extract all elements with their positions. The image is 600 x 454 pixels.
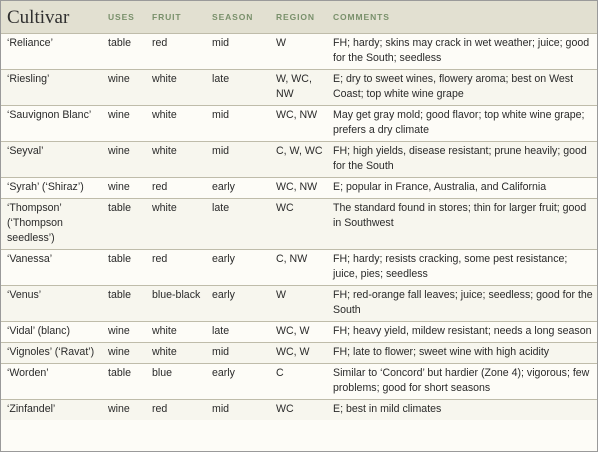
cell-uses: table xyxy=(104,250,148,286)
cell-comments: The standard found in stores; thin for larger fruit; good in Southwest xyxy=(329,199,597,250)
cell-cultivar: ‘Seyval’ xyxy=(1,142,104,178)
cell-uses: wine xyxy=(104,106,148,142)
cell-season: mid xyxy=(208,34,272,70)
cell-cultivar: ‘Vanessa’ xyxy=(1,250,104,286)
cell-uses: wine xyxy=(104,70,148,106)
cell-region: WC, NW xyxy=(272,178,329,199)
cell-season: late xyxy=(208,322,272,343)
cell-cultivar: ‘Vidal’ (blanc) xyxy=(1,322,104,343)
cell-fruit: red xyxy=(148,250,208,286)
table-body xyxy=(1,34,597,421)
cell-cultivar: ‘Worden’ xyxy=(1,364,104,400)
cell-fruit: blue xyxy=(148,364,208,400)
table-row xyxy=(1,70,597,106)
cell-uses: wine xyxy=(104,142,148,178)
cell-fruit: red xyxy=(148,34,208,70)
header-uses: USES xyxy=(108,11,135,22)
cell-fruit: blue-black xyxy=(148,286,208,322)
cell-region: WC, NW xyxy=(272,106,329,142)
cell-region: WC, W xyxy=(272,343,329,364)
cell-cultivar: ‘Thompson’ (‘Thompson seedless’) xyxy=(1,199,104,250)
cell-uses: wine xyxy=(104,400,148,421)
table-header xyxy=(1,1,597,34)
cell-cultivar: ‘Sauvignon Blanc’ xyxy=(1,106,104,142)
table-row xyxy=(1,199,597,250)
cell-cultivar: ‘Venus’ xyxy=(1,286,104,322)
cell-cultivar: ‘Riesling’ xyxy=(1,70,104,106)
cell-cultivar: ‘Reliance’ xyxy=(1,34,104,70)
table-row xyxy=(1,364,597,400)
table-row xyxy=(1,250,597,286)
cell-season: late xyxy=(208,199,272,250)
cell-comments: FH; heavy yield, mildew resistant; needs a long season xyxy=(329,322,597,343)
cell-region: WC, W xyxy=(272,322,329,343)
table-row xyxy=(1,286,597,322)
cell-season: late xyxy=(208,70,272,106)
cell-comments: FH; late to flower; sweet wine with high acidity xyxy=(329,343,597,364)
cell-season: early xyxy=(208,364,272,400)
cell-fruit: white xyxy=(148,199,208,250)
header-season: SEASON xyxy=(212,11,254,22)
cell-region: W xyxy=(272,286,329,322)
cell-fruit: red xyxy=(148,178,208,199)
cell-uses: wine xyxy=(104,343,148,364)
header-fruit: FRUIT xyxy=(152,11,182,22)
cell-comments: FH; red-orange fall leaves; juice; seedless; good for the South xyxy=(329,286,597,322)
cell-uses: wine xyxy=(104,322,148,343)
header-cultivar: Cultivar xyxy=(7,6,70,28)
cell-region: C, W, WC xyxy=(272,142,329,178)
header-region: REGION xyxy=(276,11,315,22)
cell-fruit: white xyxy=(148,343,208,364)
cell-uses: wine xyxy=(104,178,148,199)
cell-comments: FH; hardy; resists cracking, some pest resistance; juice, pies; seedless xyxy=(329,250,597,286)
table-row xyxy=(1,142,597,178)
cell-season: early xyxy=(208,178,272,199)
cell-uses: table xyxy=(104,34,148,70)
cell-fruit: white xyxy=(148,142,208,178)
cell-fruit: white xyxy=(148,70,208,106)
cell-cultivar: ‘Zinfandel’ xyxy=(1,400,104,421)
cell-region: W xyxy=(272,34,329,70)
cell-season: mid xyxy=(208,400,272,421)
cell-fruit: white xyxy=(148,322,208,343)
cell-comments: E; popular in France, Australia, and California xyxy=(329,178,597,199)
cell-comments: FH; high yields, disease resistant; prune heavily; good for the South xyxy=(329,142,597,178)
table-row xyxy=(1,343,597,364)
cell-comments: Similar to ‘Concord’ but hardier (Zone 4); vigorous; few problems; good for short seasons xyxy=(329,364,597,400)
cell-fruit: red xyxy=(148,400,208,421)
table-row xyxy=(1,178,597,199)
cell-comments: May get gray mold; good flavor; top white wine grape; prefers a dry climate xyxy=(329,106,597,142)
table-row xyxy=(1,106,597,142)
cell-cultivar: ‘Syrah’ (‘Shiraz’) xyxy=(1,178,104,199)
cell-region: C xyxy=(272,364,329,400)
table-row xyxy=(1,400,597,421)
cell-region: C, NW xyxy=(272,250,329,286)
cultivar-table xyxy=(1,1,597,420)
cell-uses: table xyxy=(104,286,148,322)
table-row xyxy=(1,322,597,343)
cell-season: early xyxy=(208,250,272,286)
cell-region: WC xyxy=(272,400,329,421)
cell-season: mid xyxy=(208,106,272,142)
cell-season: mid xyxy=(208,142,272,178)
cell-cultivar: ‘Vignoles’ (‘Ravat’) xyxy=(1,343,104,364)
cell-region: WC xyxy=(272,199,329,250)
cell-comments: E; dry to sweet wines, flowery aroma; best on West Coast; top white wine grape xyxy=(329,70,597,106)
cell-comments: E; best in mild climates xyxy=(329,400,597,421)
cell-comments: FH; hardy; skins may crack in wet weather; juice; good for the South; seedless xyxy=(329,34,597,70)
cell-region: W, WC, NW xyxy=(272,70,329,106)
cell-fruit: white xyxy=(148,106,208,142)
cell-uses: table xyxy=(104,199,148,250)
table-row xyxy=(1,34,597,70)
cell-uses: table xyxy=(104,364,148,400)
header-comments: COMMENTS xyxy=(333,11,390,22)
cell-season: early xyxy=(208,286,272,322)
header-row xyxy=(1,1,597,34)
cell-season: mid xyxy=(208,343,272,364)
